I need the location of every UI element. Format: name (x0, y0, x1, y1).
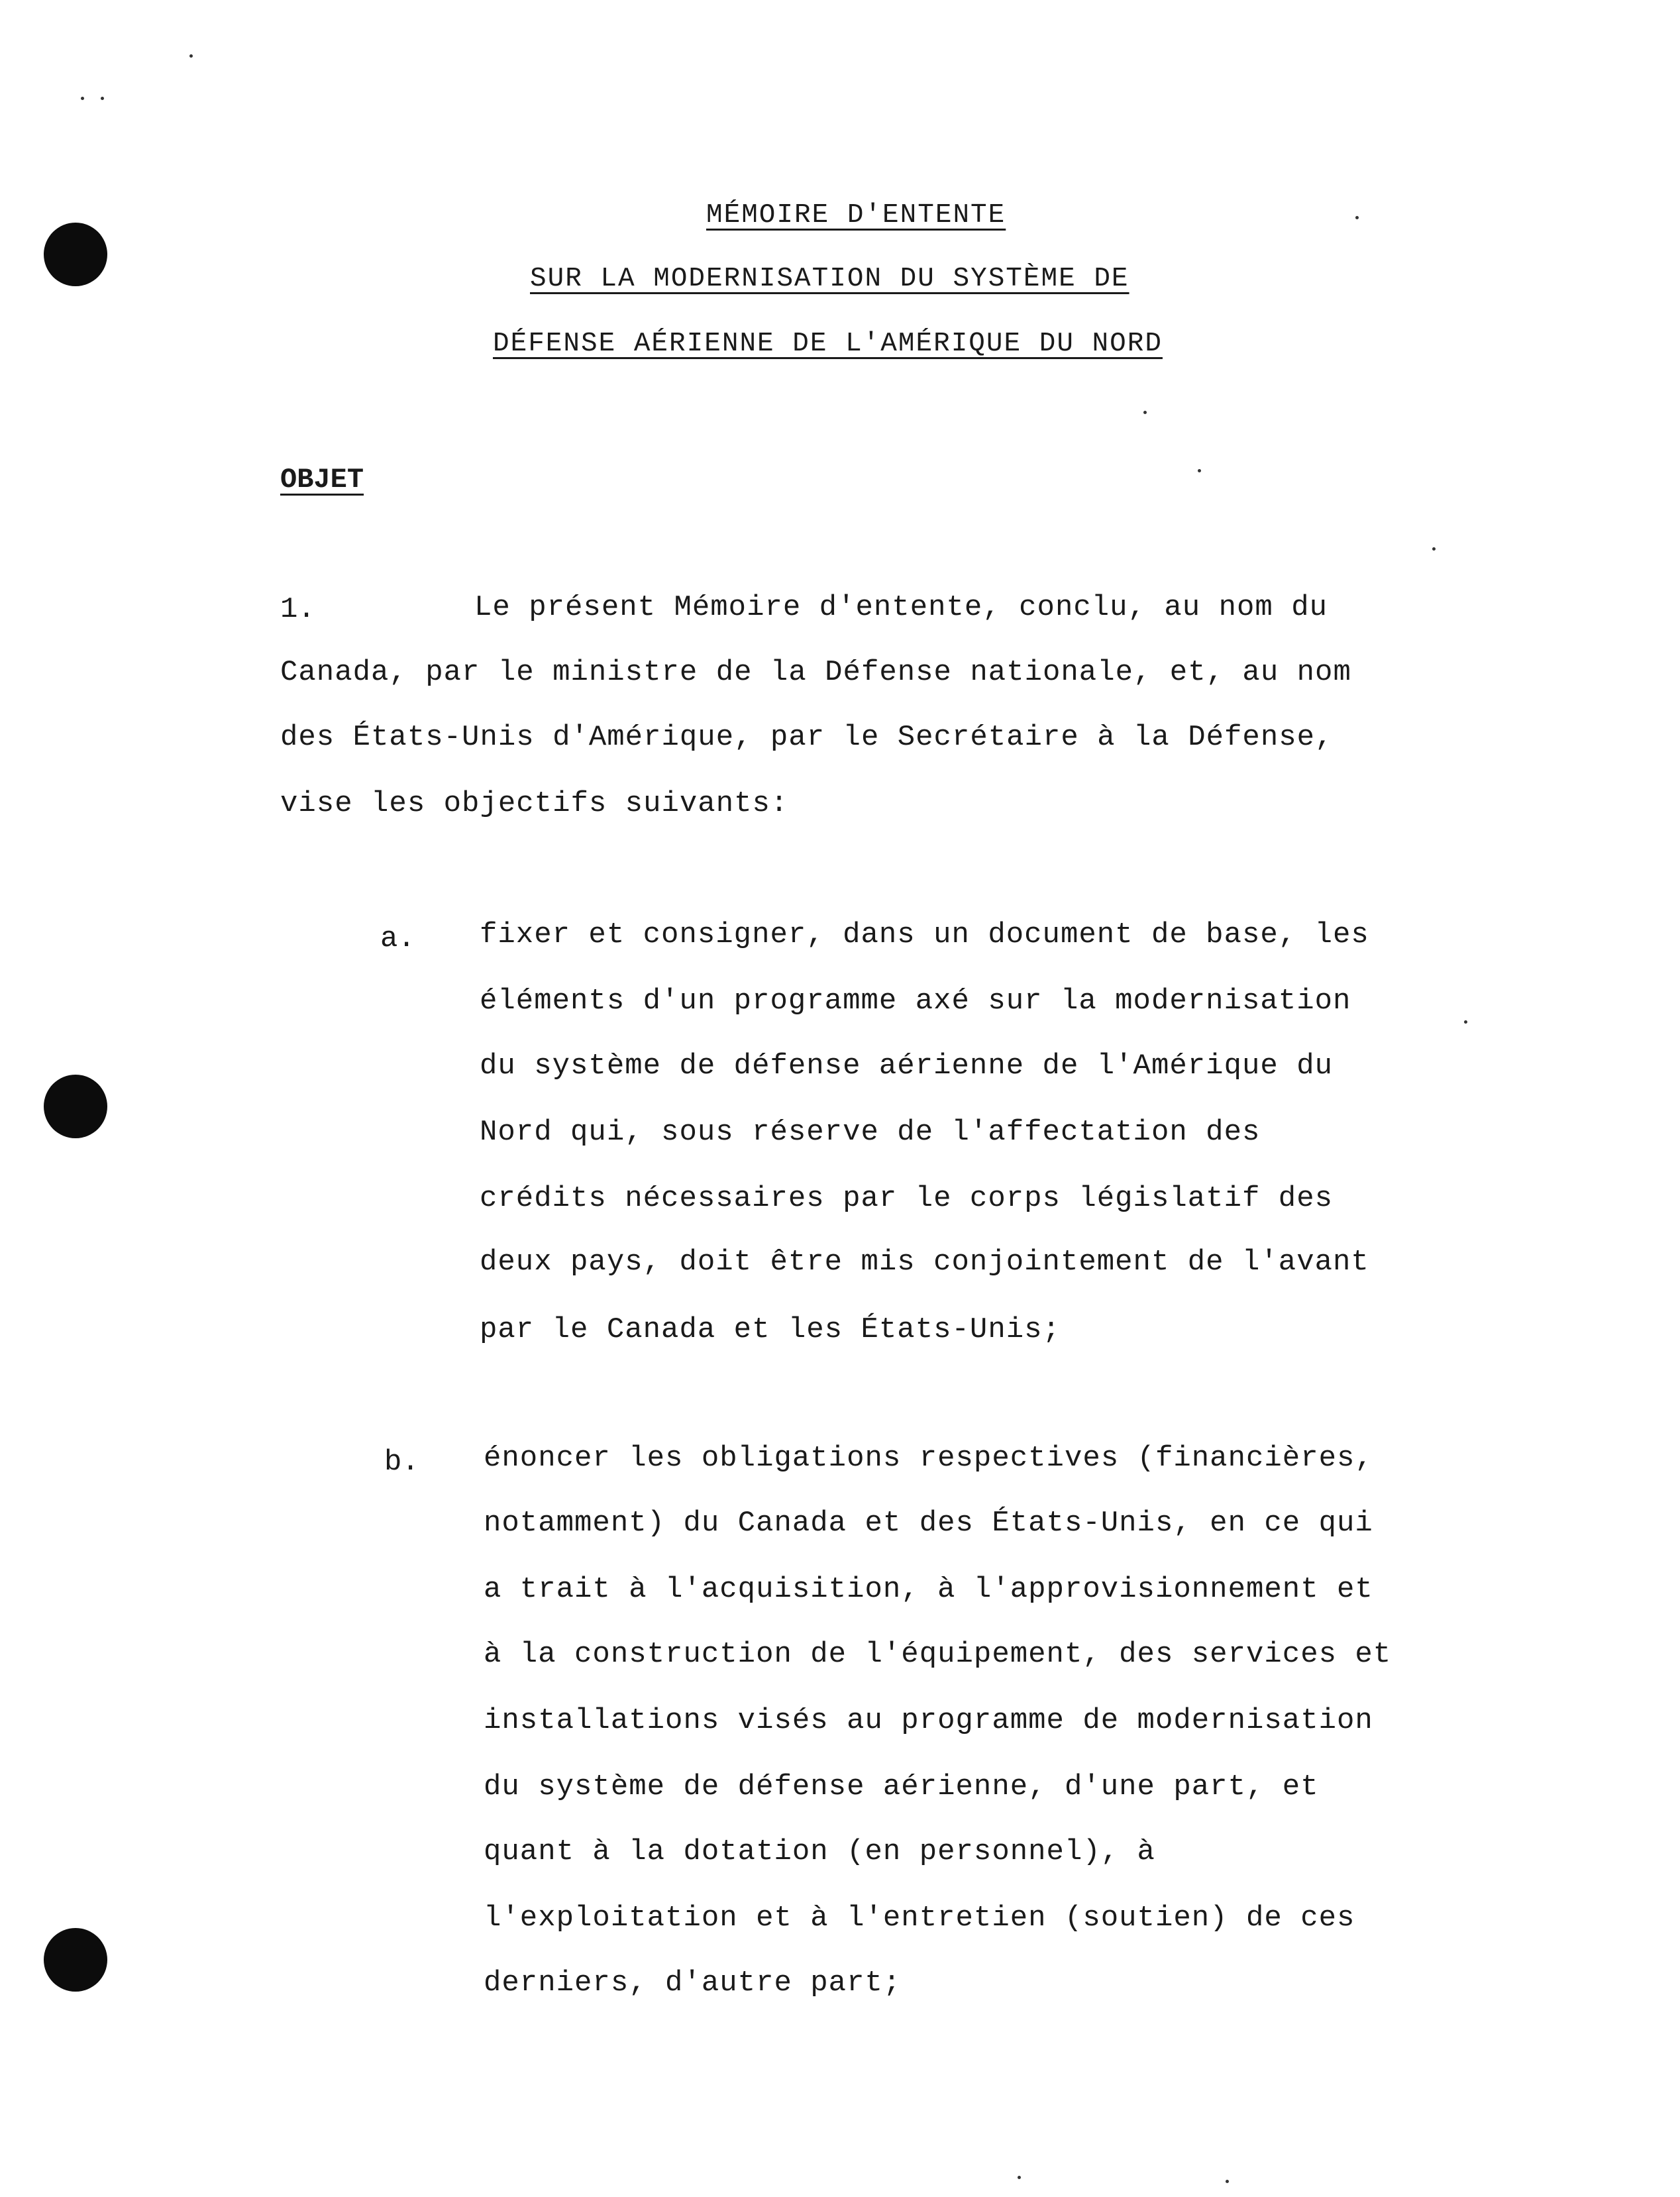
scan-speck (101, 97, 104, 100)
item-b-line: du système de défense aérienne, d'une part, et (484, 1770, 1319, 1803)
scan-speck (1355, 216, 1359, 219)
item-a-line: du système de défense aérienne de l'Amérique du (480, 1049, 1334, 1083)
scan-speck (1464, 1020, 1467, 1024)
paragraph-1-line: des États-Unis d'Amérique, par le Secrétaire à la Défense, (280, 721, 1334, 754)
scan-speck (189, 54, 193, 58)
item-b-line: énoncer les obligations respectives (financières, (484, 1442, 1373, 1475)
item-b-label: b. (384, 1446, 419, 1479)
item-a-line: Nord qui, sous réserve de l'affectation des (480, 1116, 1261, 1149)
item-b-line: notamment) du Canada et des États-Unis, en ce qui (484, 1507, 1373, 1540)
document-title-line-1: MÉMOIRE D'ENTENTE (706, 200, 1006, 231)
binder-hole-bottom (44, 1928, 107, 1992)
scan-speck (1198, 469, 1201, 472)
document-title-line-3: DÉFENSE AÉRIENNE DE L'AMÉRIQUE DU NORD (493, 329, 1163, 359)
scan-speck (1018, 2176, 1021, 2179)
scan-speck (1143, 411, 1147, 414)
binder-hole-top (44, 223, 107, 286)
item-a-line: crédits nécessaires par le corps législatif des (480, 1182, 1334, 1215)
item-b-line: installations visés au programme de modernisation (484, 1704, 1373, 1737)
scan-speck (81, 97, 84, 100)
paragraph-number: 1. (280, 593, 315, 626)
paragraph-1-line: Canada, par le ministre de la Défense nationale, et, au nom (280, 656, 1351, 689)
item-b-line: derniers, d'autre part; (484, 1966, 902, 2000)
scan-speck (1226, 2180, 1229, 2183)
item-a-line: fixer et consigner, dans un document de base, les (480, 918, 1369, 951)
item-a-line: deux pays, doit être mis conjointement de l'avant (480, 1246, 1369, 1279)
item-b-line: quant à la dotation (en personnel), à (484, 1835, 1155, 1868)
item-a-line: éléments d'un programme axé sur la modernisation (480, 985, 1351, 1018)
item-b-line: à la construction de l'équipement, des services et (484, 1638, 1392, 1671)
item-a-label: a. (380, 922, 415, 955)
scan-speck (1432, 547, 1436, 551)
binder-hole-middle (44, 1075, 107, 1138)
document-title-line-2: SUR LA MODERNISATION DU SYSTÈME DE (530, 264, 1129, 294)
paragraph-1-line: vise les objectifs suivants: (280, 787, 789, 820)
item-b-line: l'exploitation et à l'entretien (soutien) de ces (484, 1902, 1355, 1935)
item-a-line: par le Canada et les États-Unis; (480, 1313, 1061, 1346)
paragraph-1-line: Le présent Mémoire d'entente, conclu, au nom du (474, 591, 1328, 624)
item-b-line: a trait à l'acquisition, à l'approvisionnement et (484, 1573, 1373, 1606)
section-heading: OBJET (280, 464, 364, 496)
